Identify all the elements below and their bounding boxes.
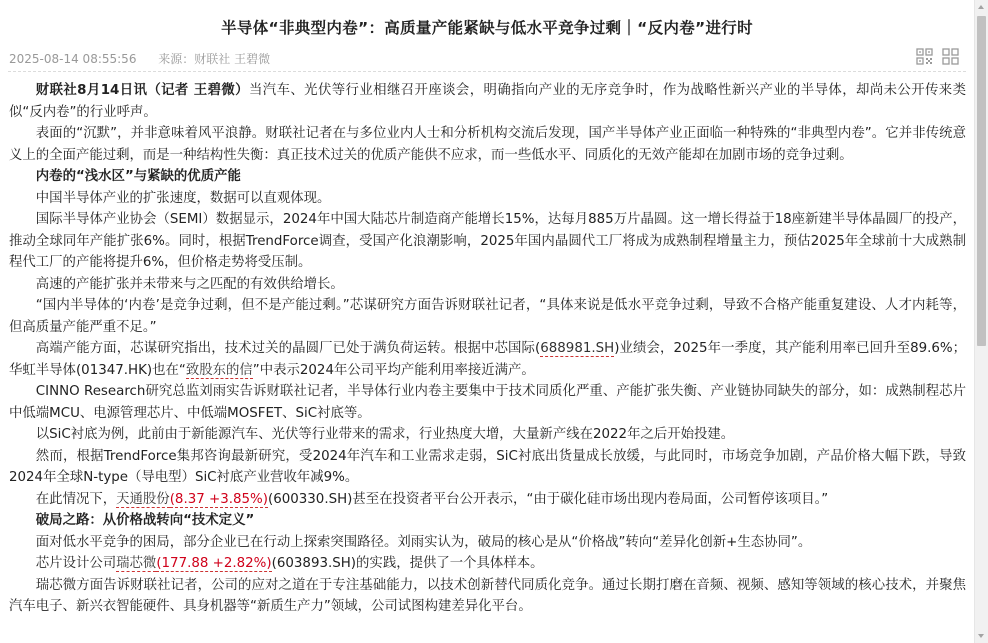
paragraph: CINNO Research研究总监刘雨实告诉财联社记者，半导体行业内卷主要集中于技术同质化严重、产能扩张失衡、产业链协同缺失的部分，如：成熟制程芯片中低端MCU、电源管理芯片、中低端MOSFET、SiC衬底等。 bbox=[9, 384, 966, 421]
paragraph: 面对低水平竞争的困局，部分企业已在行动上探索突围路径。刘雨实认为，破局的核心是从“价格战”转向“差异化创新+生态协同”。 bbox=[35, 534, 812, 550]
grid-icon[interactable] bbox=[942, 48, 959, 65]
stock-link[interactable]: 瑞芯微 bbox=[116, 556, 157, 571]
shareholder-letter-link[interactable]: 致股东的信 bbox=[185, 362, 253, 378]
article-tools bbox=[916, 48, 959, 65]
vertical-scrollbar[interactable] bbox=[974, 0, 988, 643]
paragraph: “国内半导体的‘内卷’是竞争过剩，但不是产能过剩。”芯谋研究方面告诉财联社记者，“具体来说是低水平竞争过剩，导致不合格产能重复建设、人才内耗等，但高质量产能严重不足。” bbox=[9, 298, 966, 335]
paragraph: 瑞芯微方面告诉财联社记者，公司的应对之道在于专注基础能力，以技术创新替代同质化竞争。通过长期打磨在音频、视频、感知等领域的核心技术，并聚焦汽车电子、新兴衣智能硬件、具身机器等“新质生产力”领域，公司试图构建差异化平台。 bbox=[9, 577, 966, 614]
paragraph: 在此情况下，天通股份(8.37 +3.85%)(600330.SH)甚至在投资者平台公开表示，“由于碳化硅市场出现内卷局面，公司暂停该项目。” bbox=[35, 491, 829, 507]
section-heading: 破局之路：从价格战转向“技术定义” bbox=[35, 513, 255, 528]
paragraph: 国际半导体产业协会（SEMI）数据显示，2024年中国大陆芯片制造商产能增长15%，达每月885万片晶圆。这一增长得益于18座新建半导体晶圆厂的投产，推动全球同年产能扩张6%。同时，根据TrendForce调查，受国产化浪潮影响，2025年国内晶圆代工厂将成为成熟制程增量主力，预估2025年全球前十大成熟制程代工厂的产能将提升6%，但价格走势将受压制。 bbox=[9, 212, 966, 270]
paragraph: 表面的“沉默”，并非意味着风平浪静。财联社记者在与多位业内人士和分析机构交流后发现，国产半导体产业正面临一种特殊的“非典型内卷”。它并非传统意义上的全面产能过剩，而是一种结构性失衡：真正技术过关的优质产能供不应求，而一些低水平、同质化的无效产能却在加剧市场的竞争过剩。 bbox=[9, 126, 966, 163]
scroll-down-arrow-icon[interactable] bbox=[975, 629, 988, 643]
article-meta bbox=[9, 50, 288, 67]
scrollbar-thumb[interactable] bbox=[977, 16, 986, 346]
paragraph: 然而，根据TrendForce集邦咨询最新研究，受2024年汽车和工业需求走弱，SiC衬底出货量成长放缓，与此同时，市场竞争加剧，产品价格大幅下跌，导致2024年全球N-type（导电型）SiC衬底产业营收年减9%。 bbox=[9, 448, 966, 485]
paragraph: 高速的产能扩张并未带来与之匹配的有效供给增长。 bbox=[35, 276, 344, 292]
scroll-up-arrow-icon[interactable] bbox=[975, 0, 988, 14]
lead-dateline: 财联社8月14日讯（记者 王碧微） bbox=[35, 83, 249, 98]
stock-code-link[interactable]: 688981.SH bbox=[540, 341, 615, 356]
section-heading: 内卷的“浅水区”与紧缺的优质产能 bbox=[35, 169, 241, 184]
header-divider bbox=[8, 71, 966, 72]
paragraph: 高端产能方面，芯谋研究指出，技术过关的晶圆厂已处于满负荷运转。根据中芯国际(688981.SH)业绩会，2025年一季度，其产能利用率已回升至89.6%；华虹半导体(01347.HK)也在“致股东的信”中表示2024年公司平均产能利用率接近满产。 bbox=[9, 341, 966, 378]
article-title: 半导体“非典型内卷”：高质量产能紧缺与低水平竞争过剩｜“反内卷”进行时 bbox=[221, 19, 753, 37]
stock-link[interactable]: 天通股份 bbox=[116, 491, 170, 507]
paragraph: 财联社8月14日讯（记者 王碧微）当汽车、光伏等行业相继召开座谈会，明确指向产业的无序竞争时，作为战略性新兴产业的半导体，却尚未公开传来类似“反内卷”的行业呼声。 bbox=[9, 83, 966, 120]
stock-quote[interactable]: (8.37 +3.85%) bbox=[169, 491, 268, 507]
qr-code-icon[interactable] bbox=[916, 48, 933, 65]
paragraph: 中国半导体产业的扩张速度，数据可以直观体现。 bbox=[35, 190, 331, 206]
stock-quote[interactable]: (177.88 +2.82%) bbox=[156, 556, 272, 571]
article-source: 来源：财联社 王碧微 bbox=[158, 52, 271, 66]
article-body bbox=[9, 80, 966, 618]
publish-datetime: 2025-08-14 08:55:56 bbox=[9, 52, 137, 66]
paragraph: 以SiC衬底为例，此前由于新能源汽车、光伏等行业带来的需求，行业热度大增，大量新产线在2022年之后开始投建。 bbox=[35, 427, 735, 442]
paragraph: 芯片设计公司瑞芯微(177.88 +2.82%)(603893.SH)的实践，提供了一个具体样本。 bbox=[35, 556, 544, 571]
